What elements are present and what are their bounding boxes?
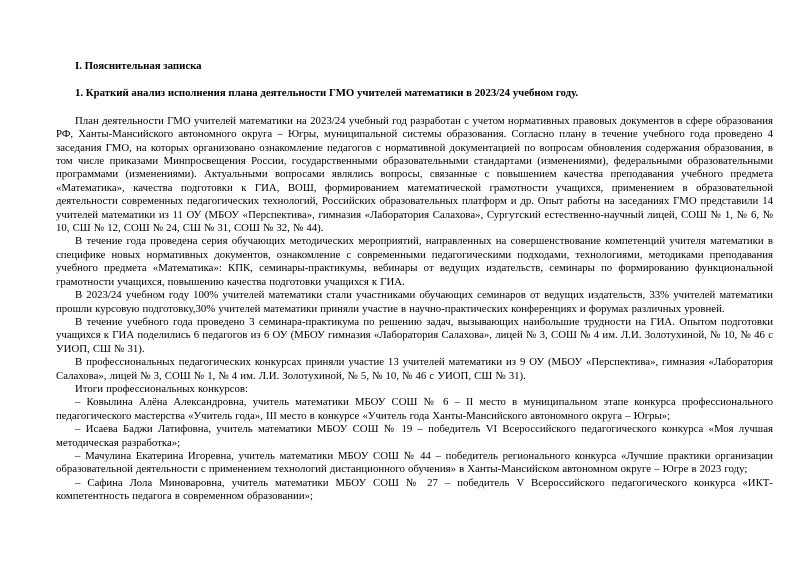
paragraph-seminars-gia: В течение учебного года проведено 3 семинара-практикума по решению задач, вызывающих наибольшие трудности на ГИА. Опытом подготовки учащихся к ГИА поделились 6 педагогов из 6 ОУ (МБОУ гимназия «Лаборатория Салахова», лицей № 3, СОШ № 4 им. Л.И. Золотухиной, № 10, № 46 с УИОП, СШ № 31). (56, 315, 773, 355)
paragraph-participation-stats: В 2023/24 учебном году 100% учителей математики стали участниками обучающих семинаров от ведущих издательств, 33% учителей математики прошли курсовую подготовку,30% учителей математики приняли участие в научно-практических конференциях и форумах различных уровней. (56, 289, 773, 315)
section-heading: 1. Краткий анализ исполнения плана деятельности ГМО учителей математики в 2023/24 учебном году. (75, 87, 579, 100)
list-item-contest-result: – Исаева Баджи Латифовна, учитель математики МБОУ СОШ № 19 – победитель VI Всероссийского педагогического конкурса «Моя лучшая методическая разработка»; (56, 423, 773, 449)
paragraph-methodical-events: В течение года проведена серия обучающих методических мероприятий, направленных на совершенствование компетенций учителя математики в специфике новых нормативных документов, ознакомление с современными педагогическими подходами, технологиями, методиками преподавания учебного предмета «Математика»: КПК, семинары-практикумы, вебинары от ведущих издательств, семинары по формированию функциональной грамотности учащихся, повышению качества подготовки учащихся к ГИА. (56, 235, 773, 288)
list-item-contest-result: – Ковылина Алёна Александровна, учитель математики МБОУ СОШ № 6 – II место в муниципальном этапе конкурса профессионального педагогического мастерства «Учитель года», III место в конкурсе «Учитель года Ханты-Мансийского автономного округа – Югры»; (56, 396, 773, 422)
paragraph-contests-participation: В профессиональных педагогических конкурсах приняли участие 13 учителей математики из 9 ОУ (МБОУ «Перспектива», гимназия «Лаборатория Салахова», лицей № 3, СОШ № 1, № 4 им. Л.И. Золотухиной, № 5, № 10, № 46 с УИОП, СШ № 31). (56, 356, 773, 382)
list-item-contest-result: – Мачулина Екатерина Игоревна, учитель математики МБОУ СОШ № 44 – победитель регионального конкурса «Лучшие практики организации образовательной деятельности с применением технологий дистанционного обучения» в Ханты-Мансийском автономном округе – Югре в 2023 году; (56, 449, 773, 476)
list-item-contest-result: – Сафина Лола Миноваровна, учитель математики МБОУ СОШ № 27 – победитель V Всероссийского педагогического конкурса «ИКТ-компетентность педагога в современном образовании»; (56, 476, 773, 503)
main-heading: I. Пояснительная записка (75, 60, 202, 72)
paragraph-contest-results-intro: Итоги профессиональных конкурсов: (75, 382, 249, 395)
paragraph-plan-overview: План деятельности ГМО учителей математики на 2023/24 учебный год разработан с учетом нормативных правовых документов в сфере образования РФ, Ханты-Мансийского автономного округа – Югры, муниципальной системы образования. Согласно плану в течение учебного года проведено 4 заседания ГМО, на которых организовано ознакомление педагогов с нормативной документацией по вопросам обновления содержания образования, в том числе приказами Минпросвещения России, государственными образовательными стандартами (изменениями), федеральными образовательными программами (изменениями). Актуальными вопросами являлись вопросы, связанные с повышением качества преподавания учебного предмета «Математика», качества подготовки к ГИА, ВОШ, формированием математической грамотности учащихся, применением в образовательной деятельности современных педагогических технологий, Российских образовательных платформ и др. Опыт работы на заседаниях ГМО представили 14 учителей математики из 11 ОУ (МБОУ «Перспектива», гимназия «Лаборатория Салахова», Сургутский естественно-научный лицей, СОШ № 1, № 6, № 10, СШ № 12, СОШ № 24, СШ № 31, СОШ № 32, № 44). (56, 114, 773, 235)
